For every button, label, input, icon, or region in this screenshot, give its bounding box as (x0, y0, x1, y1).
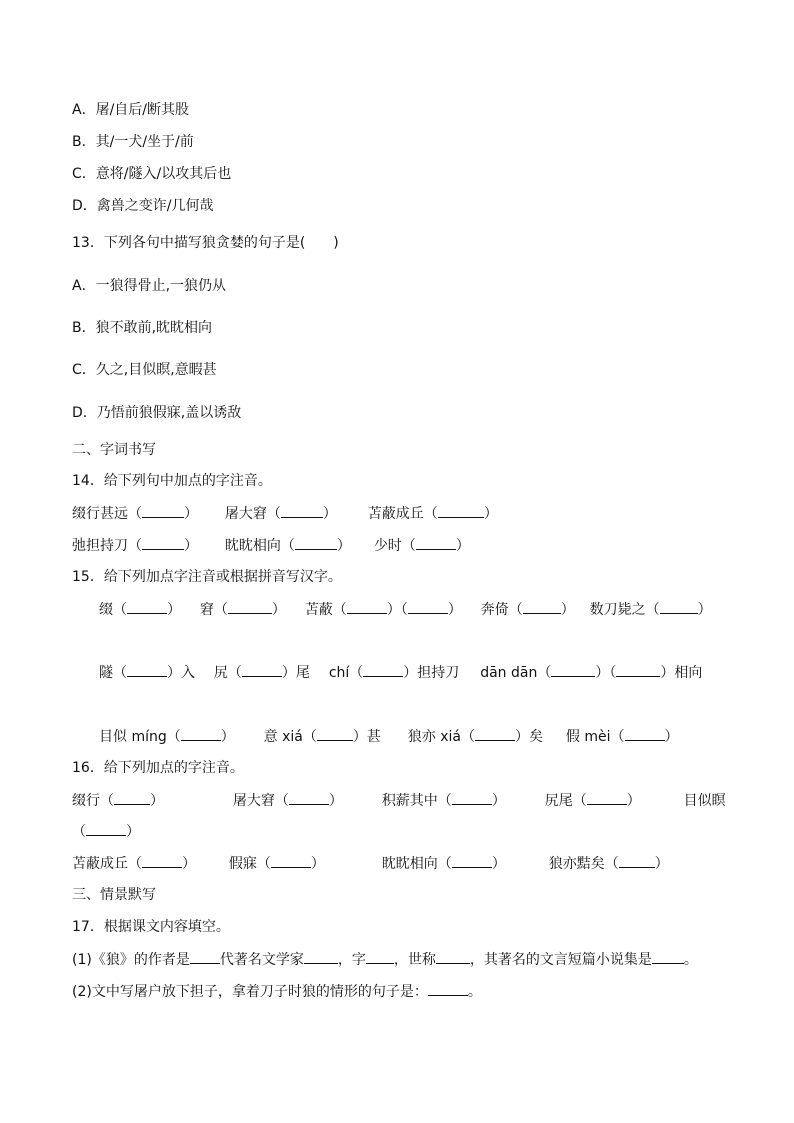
answer-blank[interactable] (660, 599, 698, 614)
answer-blank[interactable] (181, 726, 221, 741)
q15-row-3: 目似 míng（ ） 意 xiá（ ）甚 狼亦 xiá（ ）矣 假 mèi（ ） (99, 726, 679, 747)
answer-blank[interactable] (228, 599, 272, 614)
answer-blank[interactable] (619, 853, 655, 868)
answer-blank[interactable] (347, 599, 387, 614)
answer-blank[interactable] (475, 726, 515, 741)
answer-blank[interactable] (551, 662, 595, 677)
q15-row-1: 缀（ ） 窘（ ） 苫蔽（ ）（ ） 奔倚（ ） 数刀毙之（ ） (99, 599, 712, 620)
answer-blank[interactable] (295, 535, 337, 550)
q13-option-c: C．久之,目似瞑,意暇甚 (72, 362, 217, 378)
q16-row-2: 苫蔽成丘（ ） 假寐（ ） 眈眈相向（ ） 狼亦黠矣（ ） (72, 853, 669, 874)
answer-blank[interactable] (436, 949, 470, 964)
q15-stem: 15．给下列加点字注音或根据拼音写汉字。 (72, 569, 342, 585)
q17-sentence-1: (1)《狼》的作者是 代著名文学家 ，字 ，世称 ，其著名的文言短篇小说集是 。 (72, 949, 698, 970)
answer-blank[interactable] (452, 853, 492, 868)
q15-row-2: 隧（ ）入 尻（ ）尾 chí（ ）担持刀 dān dān（ ）（ ）相向 (99, 662, 702, 683)
answer-blank[interactable] (142, 535, 184, 550)
q14-stem: 14．给下列句中加点的字注音。 (72, 473, 272, 489)
q13-option-a: A．一狼得骨止,一狼仍从 (72, 278, 227, 294)
answer-blank[interactable] (127, 662, 167, 677)
answer-blank[interactable] (142, 853, 182, 868)
q16-stem: 16．给下列加点的字注音。 (72, 760, 244, 776)
q13-option-b: B．狼不敢前,眈眈相向 (72, 320, 213, 336)
q14-row-1: 缀行甚远（ ） 屠大窘（ ） 苫蔽成丘（ ） (72, 503, 498, 524)
answer-blank[interactable] (363, 662, 403, 677)
answer-blank[interactable] (416, 535, 456, 550)
answer-blank[interactable] (616, 662, 660, 677)
answer-blank[interactable] (281, 503, 323, 518)
answer-blank[interactable] (428, 981, 468, 996)
q13-option-d: D．乃悟前狼假寐,盖以诱敌 (72, 405, 242, 421)
answer-blank[interactable] (289, 790, 329, 805)
answer-blank[interactable] (304, 949, 338, 964)
answer-blank[interactable] (142, 503, 184, 518)
answer-blank[interactable] (242, 662, 282, 677)
answer-blank[interactable] (127, 599, 167, 614)
q12-option-c: C．意将/隧入/以攻其后也 (72, 166, 232, 182)
answer-blank[interactable] (408, 599, 448, 614)
answer-blank[interactable] (587, 790, 627, 805)
answer-blank[interactable] (625, 726, 665, 741)
q12-option-a: A．屠/自后/断其股 (72, 102, 190, 118)
q17-sentence-2: (2)文中写屠户放下担子，拿着刀子时狼的情形的句子是： 。 (72, 981, 482, 1002)
answer-blank[interactable] (366, 949, 394, 964)
q13-stem: 13．下列各句中描写狼贪婪的句子是( ) (72, 235, 339, 251)
section-3-title: 三、情景默写 (72, 887, 156, 903)
answer-blank[interactable] (114, 790, 150, 805)
answer-blank[interactable] (523, 599, 561, 614)
answer-blank[interactable] (438, 503, 484, 518)
section-2-title: 二、字词书写 (72, 442, 156, 458)
q17-stem: 17．根据课文内容填空。 (72, 919, 230, 935)
answer-blank[interactable] (652, 949, 684, 964)
answer-blank[interactable] (190, 949, 220, 964)
q12-option-d: D．禽兽之变诈/几何哉 (72, 198, 214, 214)
answer-blank[interactable] (452, 790, 492, 805)
q16-row-1: 缀行（ ） 屠大窘（ ） 积薪其中（ ） 尻尾（ ） 目似瞑 (72, 790, 732, 811)
answer-blank[interactable] (317, 726, 353, 741)
q16-row-1-continued: （ ） (72, 821, 140, 842)
q14-row-2: 弛担持刀（ ） 眈眈相向（ ） 少时（ ） (72, 535, 470, 556)
answer-blank[interactable] (271, 853, 311, 868)
answer-blank[interactable] (86, 821, 126, 836)
q12-option-b: B．其/一犬/坐于/前 (72, 134, 194, 150)
